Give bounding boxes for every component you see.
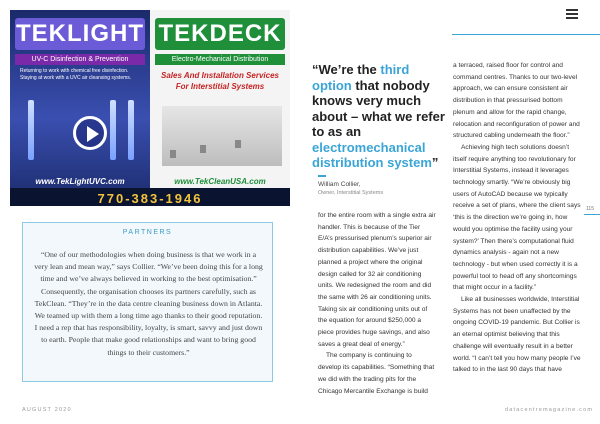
quote-highlight: electromechanical distribution system	[312, 139, 432, 170]
advertisement-banner[interactable]	[10, 10, 290, 206]
partners-text: “One of our methodologies when doing business is that we work in a very lean and mean way,” says Collier. “We’ve been doing this for a long time and we’ve always believed in working to the best optimisation.” Consequently, the organisation chooses its partners carefully, such as TekClean. “They’re in the data centre cleaning business down in Atlanta. We teamed up with them a long time ago thanks to their good reputation. I need a rep that has responsibility, loyalty, is smart, savvy and just down to earth. People that make good relationships and want to bring good things to their customers.”	[34, 250, 263, 357]
partners-box	[22, 222, 273, 382]
footer-date: AUGUST 2020	[22, 407, 72, 413]
ad-pedestal	[170, 150, 176, 158]
ad-uv-lamp	[110, 100, 116, 160]
pull-quote	[312, 62, 446, 171]
quote-divider	[318, 175, 326, 177]
teklight-note: Returning to work with chemical free disinfection. Staying at work with a UVC air cleansing systems.	[20, 68, 132, 81]
quote-author-name: William Collier,	[318, 181, 361, 188]
article-column-right	[453, 60, 583, 376]
page-number-rule	[584, 214, 600, 215]
ad-pedestal	[200, 145, 206, 153]
header-rule	[452, 34, 600, 35]
quote-highlight: third option	[312, 62, 410, 93]
paragraph: a terraced, raised floor for control and command centres. Thanks to our two-level approach, we can ensure consistent air distribution in that pressurised bottom plenum and allow for the rapid change, relocation and reconfiguration of power and structured cabling underneath the floor.”	[453, 62, 580, 140]
footer-website[interactable]: datacentremagazine.com	[505, 407, 594, 413]
ad-floor-photo	[162, 106, 282, 166]
tekdeck-subtitle: Electro-Mechanical Distribution	[155, 54, 285, 65]
teklight-logo: TEKLIGHT	[15, 18, 145, 50]
paragraph: Like all businesses worldwide, Interstitial Systems has not been unaffected by the ongoing COVID-19 pandemic. But Collier is an eternal optimist believing that this challenge will eventually result in a better world. “I can’t tell you how many people I’ve talked to in the last 90 days that have	[453, 296, 581, 374]
page-number: 115	[586, 206, 594, 212]
quote-text: that nobody knows very much about – what we refer to as an	[312, 77, 445, 139]
tekdeck-tagline: Sales And Installation Services For Interstitial Systems	[161, 71, 279, 91]
hamburger-menu-icon[interactable]	[566, 9, 578, 19]
quote-text: “We’re the	[312, 62, 381, 77]
tekclean-url[interactable]: www.TekCleanUSA.com	[174, 177, 266, 186]
partners-title: PARTNERS	[122, 229, 173, 236]
phone-number: 770-383-1946	[97, 191, 203, 206]
ad-uv-lamp	[128, 100, 134, 160]
teklight-subtitle: UV-C Disinfection & Prevention	[15, 54, 145, 65]
paragraph: The company is continuing to develop its capabilities. “Something that we did with the trading pits for the Chicago Mercantile Exchange is build	[318, 352, 435, 395]
tekdeck-logo: TEKDECK	[155, 18, 285, 50]
quote-author-role: Owner, Interstitial Systems	[318, 190, 384, 196]
article-column-middle	[318, 210, 436, 397]
teklight-url[interactable]: www.TekLightUVC.com	[35, 177, 125, 186]
ad-pedestal	[235, 140, 241, 148]
quote-text: ”	[431, 155, 439, 170]
paragraph: for the entire room with a single extra air handler. This is because of the Tier E/A’s pressurised plenum’s superior air distribution capabilities. We’ve just planned a project where the original design called for 32 air conditioning units. We redesigned the room and did the same with 26 air conditioning units. Taking six air conditioning units out of the equation for around $250,000 a piece provides huge savings, and also saves a great deal of energy.”	[318, 212, 436, 348]
play-icon[interactable]	[73, 116, 107, 150]
paragraph: Achieving high tech solutions doesn’t itself require anything too revolutionary for Interstitial Systems, instead it leverages technology smartly. “We’re obviously big users of AutoCAD because we typically receive a set of plans, where the client says ‘this is the direction we’re going in, how would you optimise the facility using your system?’ Then there’s computational fluid dynamics analysis - again not a new technology - but when used correctly it is a powerful tool to head off any shortcomings that might occur in a facility.”	[453, 143, 581, 292]
ad-uv-lamp	[28, 100, 34, 160]
